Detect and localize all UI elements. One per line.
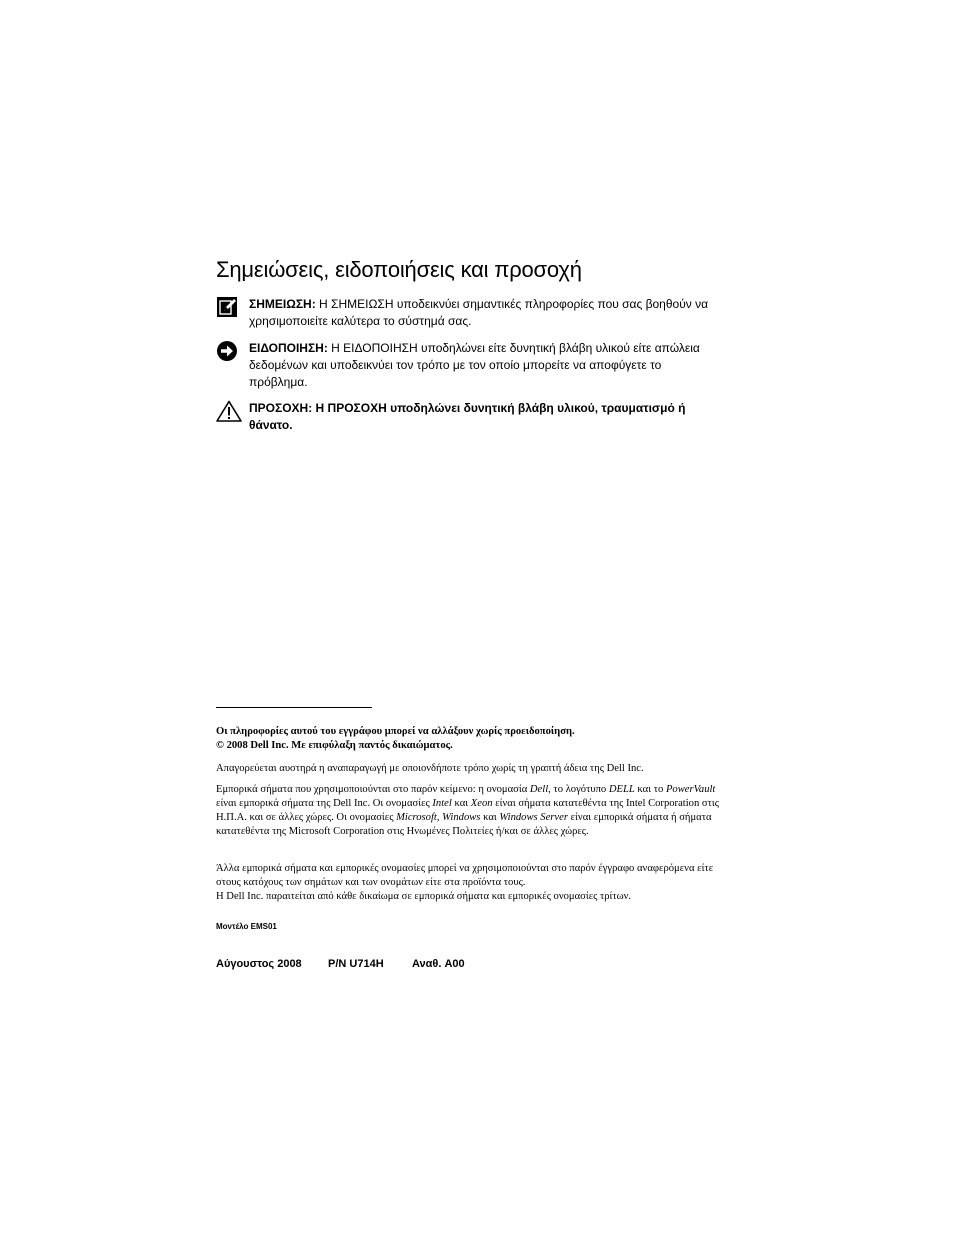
note-text bbox=[249, 296, 716, 330]
tm-intel: Intel bbox=[432, 798, 452, 809]
tm-text-8: και bbox=[480, 812, 500, 823]
change-notice-line: Οι πληροφορίες αυτού του εγγράφου μπορεί να αλλάξουν χωρίς προειδοποίηση. bbox=[216, 726, 575, 737]
notice-arrow-icon bbox=[216, 340, 238, 362]
tm-text-7: , bbox=[436, 812, 443, 823]
pencil-note-icon bbox=[216, 296, 238, 318]
notice-label: ΕΙΔΟΠΟΙΗΣΗ: bbox=[249, 341, 328, 355]
footer-trademarks bbox=[216, 783, 726, 839]
caution-block bbox=[216, 400, 716, 434]
model-number: Μοντέλο EMS01 bbox=[216, 922, 277, 931]
trademarks-paragraph bbox=[216, 783, 726, 839]
tm-text-2: , το λογότυπο bbox=[548, 784, 609, 795]
warning-triangle-icon bbox=[216, 400, 238, 422]
footer-divider bbox=[216, 707, 372, 708]
footer-other-marks bbox=[216, 862, 726, 904]
note-label: ΣΗΜΕΙΩΣΗ: bbox=[249, 297, 316, 311]
tm-dell-logo: DELL bbox=[608, 784, 635, 795]
doc-date: Αύγουστος 2008 bbox=[216, 958, 302, 970]
document-info bbox=[216, 958, 465, 970]
notice-text bbox=[249, 340, 716, 391]
caution-body: Η ΠΡΟΣΟΧΗ υποδηλώνει δυνητική βλάβη υλικού, τραυματισμό ή θάνατο. bbox=[249, 401, 686, 432]
tm-text-5: και bbox=[451, 798, 471, 809]
tm-windows-server: Windows Server bbox=[499, 812, 568, 823]
tm-windows: Windows bbox=[442, 812, 481, 823]
tm-text-6: είναι σήματα κατατεθέντα της Intel Corporation στις Η.Π.Α. και σε άλλες χώρες. Οι ονομασίες bbox=[216, 798, 719, 823]
doc-part-number: P/N U714H bbox=[328, 958, 384, 970]
reproduction-line: Απαγορεύεται αυστηρά η αναπαραγωγή με οποιονδήποτε τρόπο χωρίς τη γραπτή άδεια της Dell Inc. bbox=[216, 763, 644, 774]
notice-block bbox=[216, 340, 716, 391]
tm-text-1: Εμπορικά σήματα που χρησιμοποιούνται στο παρόν κείμενο: η ονομασία bbox=[216, 784, 530, 795]
doc-revision: Αναθ. A00 bbox=[412, 958, 465, 970]
tm-powervault: PowerVault bbox=[665, 784, 716, 795]
tm-microsoft: Microsoft bbox=[396, 812, 437, 823]
notice-body: Η ΕΙΔΟΠΟΙΗΣΗ υποδηλώνει είτε δυνητική βλάβη υλικού είτε απώλεια δεδομένων και υποδεικνύει τον τρόπο με τον οποίο μπορείτε να αποφύγετε το πρόβλημα. bbox=[249, 341, 700, 389]
tm-xeon: Xeon bbox=[470, 798, 493, 809]
disclaimer-line: Η Dell Inc. παραιτείται από κάθε δικαίωμα σε εμπορικά σήματα και εμπορικές ονομασίες τρίτων. bbox=[216, 891, 632, 902]
copyright-line: © 2008 Dell Inc. Με επιφύλαξη παντός δικαιώματος. bbox=[216, 740, 453, 751]
tm-text-3: και το bbox=[634, 784, 666, 795]
footer-reproduction bbox=[216, 762, 726, 776]
caution-text bbox=[249, 400, 716, 434]
footer-change-notice bbox=[216, 725, 726, 753]
note-block bbox=[216, 296, 716, 330]
page-title: Σημειώσεις, ειδοποιήσεις και προσοχή bbox=[216, 257, 582, 282]
other-marks-line: Άλλα εμπορικά σήματα και εμπορικές ονομασίες μπορεί να χρησιμοποιούνται στο παρόν έγγραφο αναφερόμενα είτε στους κατόχους των σημάτων και των ονομάτων είτε στα προϊόντα τους. bbox=[216, 863, 714, 888]
caution-label: ΠΡΟΣΟΧΗ: bbox=[249, 401, 313, 415]
tm-dell: Dell bbox=[529, 784, 549, 795]
tm-text-9: είναι εμπορικά σήματα ή σήματα κατατεθέντα της Microsoft Corporation στις Ηνωμένες Πολιτείες ή/και σε άλλες χώρες. bbox=[216, 812, 712, 837]
tm-text-4: είναι εμπορικά σήματα της Dell Inc. Οι ονομασίες bbox=[216, 798, 433, 809]
note-body: Η ΣΗΜΕΙΩΣΗ υποδεικνύει σημαντικές πληροφορίες που σας βοηθούν να χρησιμοποιείτε καλύτερα το σύστημά σας. bbox=[249, 297, 709, 328]
